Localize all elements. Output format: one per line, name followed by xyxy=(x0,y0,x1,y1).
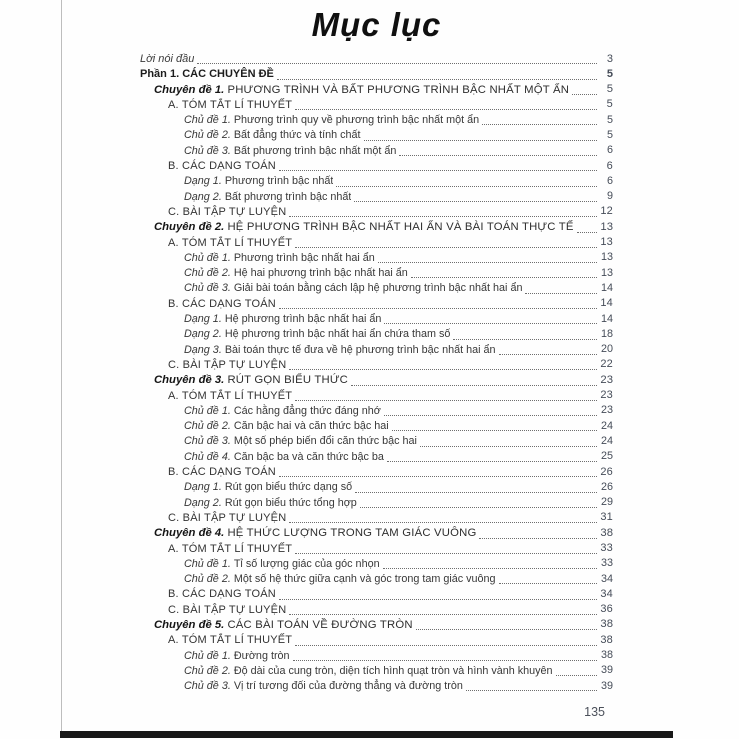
toc-entry-text xyxy=(184,434,417,449)
dot-leader xyxy=(295,400,597,401)
toc-entry-text xyxy=(168,205,286,220)
dot-leader xyxy=(525,293,597,294)
toc-entry-label: Một số hệ thức giữa cạnh và góc trong tam giác vuông xyxy=(233,573,496,586)
toc-entry-page: 5 xyxy=(606,67,613,80)
toc-entry-text xyxy=(168,358,286,373)
toc-entry-label: Đường tròn xyxy=(233,649,290,662)
toc-entry xyxy=(140,480,613,495)
toc-entry-page: 14 xyxy=(600,281,613,294)
toc-entry-page: 22 xyxy=(600,358,613,371)
toc-entry-text xyxy=(184,557,380,572)
dot-leader xyxy=(279,170,597,171)
toc-entry-page: 12 xyxy=(600,205,613,218)
dot-leader xyxy=(411,277,597,278)
toc-entry-label: Hệ hai phương trình bậc nhất hai ẩn xyxy=(233,267,408,280)
dot-leader xyxy=(378,262,597,263)
toc-entry-prefix: Chuyên đề 5. xyxy=(154,618,228,631)
toc-entry-text xyxy=(154,526,476,541)
toc-entry-text xyxy=(168,389,292,404)
toc-entry-page: 5 xyxy=(606,128,613,141)
toc-entry-text xyxy=(168,633,292,648)
toc-entry-page: 13 xyxy=(600,236,613,249)
dot-leader xyxy=(295,109,597,110)
toc-entry-prefix: Dạng 2. xyxy=(184,496,225,509)
toc-entry-label: Giải bài toán bằng cách lập hệ phương trình bậc nhất hai ẩn xyxy=(233,282,523,295)
toc-entry-prefix: Chủ đề 1. xyxy=(184,114,234,127)
toc-entry-text xyxy=(168,603,286,618)
toc-entry-label: Các hằng đẳng thức đáng nhớ xyxy=(233,404,381,417)
toc-entry xyxy=(140,52,613,67)
toc-entry-prefix: Chủ đề 1. xyxy=(184,251,234,264)
toc-entry-page: 38 xyxy=(600,526,613,539)
toc-entry-page: 38 xyxy=(600,618,613,631)
toc-entry-prefix: Dạng 1. xyxy=(184,313,225,326)
toc-entry-text xyxy=(184,327,450,342)
toc-entry-prefix: Chủ đề 3. xyxy=(184,282,234,295)
toc-entry xyxy=(140,297,613,312)
toc-entry-text xyxy=(184,281,522,296)
toc-entry-text xyxy=(184,496,357,511)
toc-entry-page: 38 xyxy=(600,633,613,646)
dot-leader xyxy=(499,354,598,355)
toc-entry xyxy=(140,190,613,205)
toc-entry-page: 5 xyxy=(606,83,613,96)
toc-entry-text xyxy=(168,297,276,312)
toc-entry xyxy=(140,419,613,434)
toc-entry-label: A. TÓM TẮT LÍ THUYẾT xyxy=(168,634,293,647)
toc-entry-text xyxy=(184,113,479,128)
toc-entry-page: 9 xyxy=(606,190,613,203)
toc-entry-text xyxy=(168,511,286,526)
toc-entry-label: C. BÀI TẬP TỰ LUYỆN xyxy=(168,358,287,371)
toc-entry-page: 25 xyxy=(600,450,613,463)
toc-entry-prefix: Chủ đề 2. xyxy=(184,664,234,677)
dot-leader xyxy=(572,94,597,95)
toc-entry xyxy=(140,679,613,694)
toc-entry-label: C. BÀI TẬP TỰ LUYỆN xyxy=(168,511,287,524)
toc-entry-prefix: Chủ đề 2. xyxy=(184,267,234,280)
toc-entry xyxy=(140,434,613,449)
dot-leader xyxy=(354,201,597,202)
dot-leader xyxy=(355,492,597,493)
toc-entry-text xyxy=(184,664,553,679)
page-title: Mục lục xyxy=(311,6,442,43)
dot-leader xyxy=(351,385,597,386)
toc-entry xyxy=(140,113,613,128)
dot-leader xyxy=(453,339,597,340)
toc-entry xyxy=(140,511,613,526)
toc-entry-page: 24 xyxy=(600,419,613,432)
toc-entry-prefix: Chủ đề 4. xyxy=(184,450,234,463)
toc-entry-text xyxy=(168,159,276,174)
toc-entry-label: Rút gọn biểu thức tổng hợp xyxy=(224,496,357,509)
toc-entry-prefix: Chủ đề 1. xyxy=(184,557,234,570)
toc-entry-page: 33 xyxy=(600,557,613,570)
toc-entry xyxy=(140,496,613,511)
toc-entry-label: B. CÁC DẠNG TOÁN xyxy=(168,466,276,479)
toc-entry-prefix: Chuyên đề 3. xyxy=(154,374,228,387)
toc-entry-page: 6 xyxy=(606,144,613,157)
toc-entry-label: Phương trình bậc nhất hai ẩn xyxy=(233,251,375,264)
toc-list xyxy=(140,52,613,694)
dot-leader xyxy=(577,232,597,233)
toc-entry-text xyxy=(140,52,194,67)
toc-entry-label: RÚT GỌN BIỂU THỨC xyxy=(227,374,349,387)
toc-entry-page: 23 xyxy=(600,404,613,417)
toc-entry-page: 18 xyxy=(600,327,613,340)
dot-leader xyxy=(293,660,597,661)
toc-entry-text xyxy=(154,83,569,98)
dot-leader xyxy=(387,461,597,462)
toc-entry-prefix: Dạng 2. xyxy=(184,328,225,341)
toc-entry-label: B. CÁC DẠNG TOÁN xyxy=(168,160,276,173)
toc-entry-page: 36 xyxy=(600,603,613,616)
toc-entry-text xyxy=(168,465,276,480)
dot-leader xyxy=(360,507,597,508)
toc-entry-prefix: Chuyên đề 4. xyxy=(154,527,228,540)
toc-entry-text xyxy=(184,419,389,434)
toc-entry-label: A. TÓM TẮT LÍ THUYẾT xyxy=(168,389,293,402)
toc-entry-label: Lời nói đầu xyxy=(140,53,195,65)
book-bottom-edge xyxy=(60,731,673,738)
toc-entry-page: 5 xyxy=(606,113,613,126)
toc-entry-label: Phương trình quy về phương trình bậc nhất một ẩn xyxy=(233,114,480,127)
toc-entry-label: A. TÓM TẮT LÍ THUYẾT xyxy=(168,98,293,111)
toc-entry xyxy=(140,174,613,189)
toc-entry-prefix: Chủ đề 3. xyxy=(184,680,234,693)
toc-entry-label: B. CÁC DẠNG TOÁN xyxy=(168,297,276,310)
dot-leader xyxy=(479,538,597,539)
dot-leader xyxy=(482,124,597,125)
toc-entry xyxy=(140,603,613,618)
toc-entry-page: 34 xyxy=(600,587,613,600)
toc-entry-label: A. TÓM TẮT LÍ THUYẾT xyxy=(168,236,293,249)
toc-entry-prefix: Chủ đề 1. xyxy=(184,649,234,662)
toc-entry xyxy=(140,633,613,648)
toc-entry-prefix: Chuyên đề 2. xyxy=(154,221,228,234)
toc-entry-page: 14 xyxy=(600,297,613,310)
toc-entry-text xyxy=(140,67,274,82)
toc-entry-label: Căn bậc ba và căn thức bậc ba xyxy=(233,450,384,463)
toc-entry-prefix: Phần 1. xyxy=(140,68,183,81)
toc-entry-prefix: Dạng 2. xyxy=(184,190,225,203)
toc-entry xyxy=(140,251,613,266)
dot-leader xyxy=(336,186,597,187)
dot-leader xyxy=(416,629,597,630)
toc-entry-label: CÁC CHUYÊN ĐỀ xyxy=(182,68,274,81)
toc-entry-prefix: Dạng 1. xyxy=(184,481,225,494)
toc-entry-label: B. CÁC DẠNG TOÁN xyxy=(168,588,276,601)
toc-entry-text xyxy=(184,480,352,495)
toc-entry-label: Hệ phương trình bậc nhất hai ẩn xyxy=(224,313,382,326)
dot-leader xyxy=(295,645,597,646)
toc-entry-label: A. TÓM TẮT LÍ THUYẾT xyxy=(168,542,293,555)
toc-entry-page: 38 xyxy=(600,649,613,662)
toc-entry xyxy=(140,358,613,373)
toc-entry-text xyxy=(184,343,496,358)
page-number: 135 xyxy=(584,705,605,720)
dot-leader xyxy=(556,675,597,676)
page-left-edge xyxy=(61,0,62,731)
toc-entry xyxy=(140,327,613,342)
toc-entry xyxy=(140,649,613,664)
toc-entry-text xyxy=(184,450,384,465)
toc-entry-page: 24 xyxy=(600,434,613,447)
toc-entry-label: Bất phương trình bậc nhất một ẩn xyxy=(233,144,397,157)
toc-entry-prefix: Chủ đề 2. xyxy=(184,129,234,142)
dot-leader xyxy=(279,308,597,309)
toc-entry-text xyxy=(184,404,381,419)
dot-leader xyxy=(364,140,597,141)
toc-entry xyxy=(140,618,613,633)
dot-leader xyxy=(279,599,597,600)
dot-leader xyxy=(279,476,597,477)
toc-entry xyxy=(140,587,613,602)
toc-entry xyxy=(140,159,613,174)
toc-entry-text xyxy=(168,236,292,251)
toc-entry-label: Rút gọn biểu thức dạng số xyxy=(224,481,353,494)
toc-entry xyxy=(140,557,613,572)
toc-entry-prefix: Dạng 3. xyxy=(184,343,225,356)
toc-entry-label: HỆ THỨC LƯỢNG TRONG TAM GIÁC VUÔNG xyxy=(227,527,477,540)
dot-leader xyxy=(289,614,597,615)
toc-entry xyxy=(140,67,613,82)
toc-entry-prefix: Chủ đề 3. xyxy=(184,435,234,448)
toc-entry-page: 20 xyxy=(600,343,613,356)
toc-entry-text xyxy=(168,98,292,113)
dot-leader xyxy=(289,522,597,523)
toc-entry-page: 6 xyxy=(606,174,613,187)
dot-leader xyxy=(383,568,597,569)
toc-entry-text xyxy=(154,373,348,388)
toc-entry-text xyxy=(184,128,361,143)
toc-entry-label: Vị trí tương đối của đường thẳng và đường tròn xyxy=(233,680,463,693)
dot-leader xyxy=(466,690,597,691)
toc-entry-page: 13 xyxy=(600,220,613,233)
toc-entry-page: 34 xyxy=(600,572,613,585)
toc-entry xyxy=(140,205,613,220)
toc-entry xyxy=(140,266,613,281)
dot-leader xyxy=(295,247,597,248)
toc-entry-label: Tỉ số lượng giác của góc nhọn xyxy=(233,557,380,570)
toc-entry-text xyxy=(184,174,333,189)
toc-entry-page: 5 xyxy=(606,98,613,111)
toc-entry-text xyxy=(184,266,408,281)
toc-entry xyxy=(140,542,613,557)
dot-leader xyxy=(399,155,597,156)
toc-entry xyxy=(140,236,613,251)
toc-entry-page: 23 xyxy=(600,373,613,386)
toc-entry-page: 39 xyxy=(600,664,613,677)
toc-entry xyxy=(140,389,613,404)
dot-leader xyxy=(384,415,597,416)
toc-entry-prefix: Chủ đề 2. xyxy=(184,573,234,586)
toc-entry-text xyxy=(184,312,381,327)
toc-entry xyxy=(140,465,613,480)
toc-entry-label: Một số phép biến đổi căn thức bậc hai xyxy=(233,435,417,448)
toc-entry xyxy=(140,664,613,679)
dot-leader xyxy=(197,63,597,64)
toc-entry-label: Bài toán thực tế đưa về hệ phương trình bậc nhất hai ẩn xyxy=(224,343,496,356)
toc-entry-page: 13 xyxy=(600,266,613,279)
toc-entry-page: 39 xyxy=(600,679,613,692)
dot-leader xyxy=(384,323,597,324)
toc-entry-page: 31 xyxy=(600,511,613,524)
toc-entry-prefix: Chủ đề 2. xyxy=(184,420,234,433)
toc-entry xyxy=(140,83,613,98)
toc-entry xyxy=(140,526,613,541)
toc-entry-page: 14 xyxy=(600,312,613,325)
toc-entry xyxy=(140,220,613,235)
toc-entry-label: Căn bậc hai và căn thức bậc hai xyxy=(233,420,389,433)
toc-entry-text xyxy=(184,649,290,664)
toc-entry-page: 13 xyxy=(600,251,613,264)
toc-entry xyxy=(140,128,613,143)
toc-entry-page: 3 xyxy=(606,52,613,65)
toc-entry xyxy=(140,404,613,419)
toc-entry-label: HỆ PHƯƠNG TRÌNH BẬC NHẤT HAI ẨN VÀ BÀI TOÁN THỰC TẾ xyxy=(227,221,574,234)
dot-leader xyxy=(420,446,597,447)
toc-entry-text xyxy=(184,572,496,587)
toc-entry-label: CÁC BÀI TOÁN VỀ ĐƯỜNG TRÒN xyxy=(227,618,413,631)
toc-entry-page: 23 xyxy=(600,389,613,402)
toc-entry-label: Độ dài của cung tròn, diện tích hình quạt tròn và hình vành khuyên xyxy=(233,664,553,677)
toc-entry xyxy=(140,373,613,388)
toc-entry-page: 26 xyxy=(600,465,613,478)
toc-entry xyxy=(140,343,613,358)
toc-entry-prefix: Chủ đề 1. xyxy=(184,404,234,417)
toc-entry xyxy=(140,144,613,159)
toc-entry-page: 29 xyxy=(600,496,613,509)
toc-entry-page: 6 xyxy=(606,159,613,172)
toc-entry xyxy=(140,312,613,327)
toc-entry-prefix: Chuyên đề 1. xyxy=(154,83,228,96)
toc-entry-label: Bất đẳng thức và tính chất xyxy=(233,129,361,142)
toc-entry-text xyxy=(168,587,276,602)
toc-entry-text xyxy=(184,679,463,694)
dot-leader xyxy=(277,79,597,80)
toc-entry-label: C. BÀI TẬP TỰ LUYỆN xyxy=(168,603,287,616)
toc-entry-label: C. BÀI TẬP TỰ LUYỆN xyxy=(168,205,287,218)
dot-leader xyxy=(289,369,597,370)
toc-entry xyxy=(140,98,613,113)
toc-entry-label: Phương trình bậc nhất xyxy=(224,175,334,188)
toc-entry-prefix: Dạng 1. xyxy=(184,175,225,188)
toc-entry-prefix: Chủ đề 3. xyxy=(184,144,234,157)
toc-entry-text xyxy=(184,144,396,159)
toc-entry xyxy=(140,281,613,296)
toc-entry-text xyxy=(168,542,292,557)
toc-entry-text xyxy=(184,251,375,266)
toc-entry-page: 26 xyxy=(600,480,613,493)
toc-entry-text xyxy=(154,618,413,633)
toc-entry-page: 33 xyxy=(600,542,613,554)
toc-entry xyxy=(140,450,613,465)
toc-entry-text xyxy=(154,220,574,235)
dot-leader xyxy=(392,430,597,431)
dot-leader xyxy=(295,553,597,554)
toc-entry-text xyxy=(184,190,351,205)
dot-leader xyxy=(289,216,597,217)
dot-leader xyxy=(499,583,597,584)
toc-entry-label: Hệ phương trình bậc nhất hai ẩn chứa tham số xyxy=(224,328,451,341)
toc-entry-label: PHƯƠNG TRÌNH VÀ BẤT PHƯƠNG TRÌNH BẬC NHẤT MỘT ẨN xyxy=(227,83,570,96)
toc-entry xyxy=(140,572,613,587)
toc-entry-label: Bất phương trình bậc nhất xyxy=(224,190,352,203)
toc-page xyxy=(140,6,613,719)
